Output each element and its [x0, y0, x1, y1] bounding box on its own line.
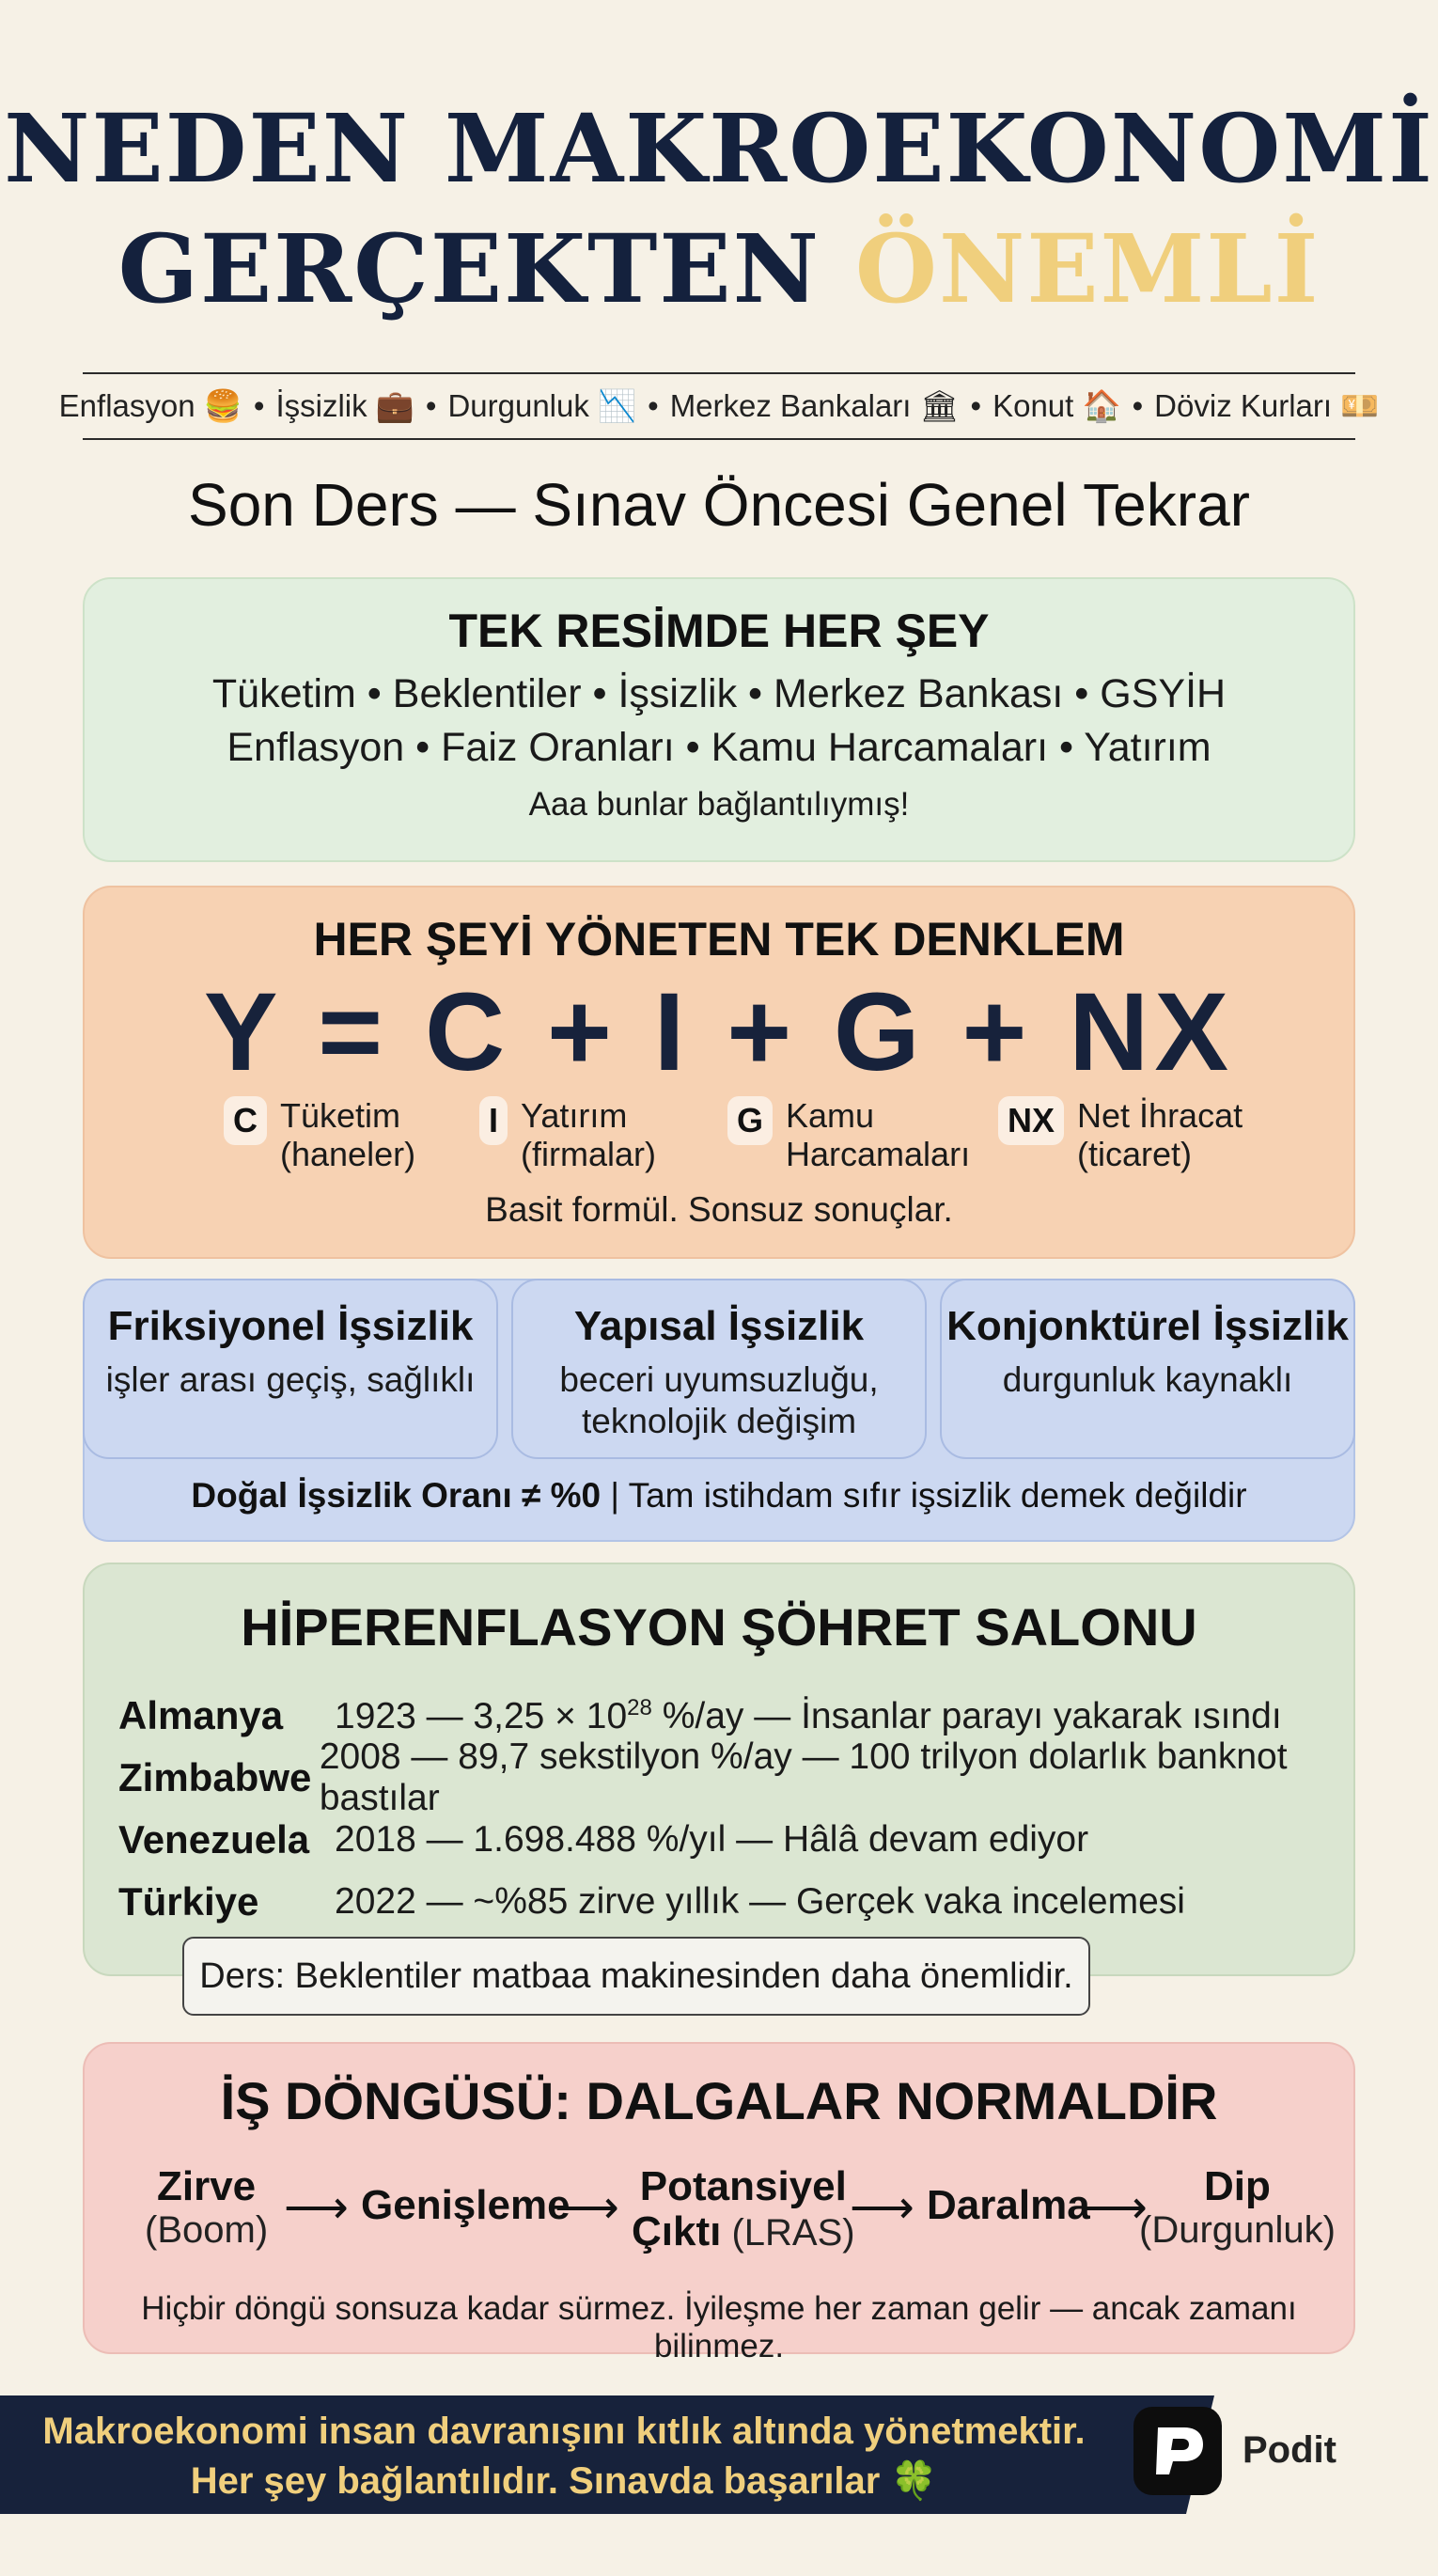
cycle-stage-expansion: Genişleme: [361, 2182, 571, 2228]
title-line-2: [0, 213, 1438, 324]
term-symbol: NX: [998, 1096, 1064, 1145]
equation-card: [83, 886, 1355, 1259]
cycle-stage-trough: Dip (Durgunluk): [1139, 2163, 1336, 2252]
topic-merkez-bankalari: Merkez Bankaları 🏛: [669, 387, 960, 423]
equation-terms: [85, 1096, 1357, 1181]
title-word-dark: GERÇEKTEN: [117, 213, 821, 324]
term-symbol: C: [224, 1096, 267, 1145]
brand-name: Podit: [1243, 2429, 1336, 2471]
topic-konut: Konut 🏠: [993, 387, 1121, 423]
structural-unemployment-box: Yapısal İşsizlik beceri uyumsuzluğu, teknolojik değişim: [511, 1279, 927, 1459]
topic-bar: [58, 372, 1380, 440]
hyperinflation-card: [83, 1563, 1355, 1976]
term-symbol: G: [727, 1096, 773, 1145]
term-symbol: I: [479, 1096, 508, 1145]
business-cycle-note: Hiçbir döngü sonsuza kadar sürmez. İyileşme her zaman gelir — ancak zamanı bilinmez.: [141, 2290, 1297, 2364]
business-cycle-flow: [85, 2164, 1357, 2268]
briefcase-icon: 💼: [375, 387, 414, 423]
topic-separator: •: [970, 388, 982, 423]
term-net-exports: NX Net İhracat (ticaret): [998, 1096, 1243, 1174]
lesson-box: Ders: Beklentiler matbaa makinesinden daha önemlidir.: [182, 1937, 1090, 2016]
cycle-stage-contraction: Daralma: [927, 2182, 1090, 2228]
list-item: Zimbabwe 2008 — 89,7 sekstilyon %/ay — 100 trilyon dolarlık banknot bastılar: [118, 1736, 1288, 1818]
title-word-gold: ÖNEMLİ: [854, 213, 1321, 324]
big-picture-heading: TEK RESİMDE HER ŞEY: [448, 605, 990, 657]
cyclical-unemployment-box: Konjonktürel İşsizlik durgunluk kaynaklı: [940, 1279, 1355, 1459]
arrow-right-icon: ⟶: [555, 2183, 619, 2233]
topic-separator: •: [425, 388, 437, 423]
subtitle: Son Ders — Sınav Öncesi Genel Tekrar: [188, 471, 1250, 539]
topic-doviz-kurlari: Döviz Kurları 💴: [1154, 387, 1380, 423]
clover-icon: 🍀: [890, 2459, 938, 2502]
banknote-icon: 💴: [1340, 387, 1380, 423]
burger-icon: 🍔: [203, 387, 242, 423]
unemployment-section: [83, 1279, 1355, 1542]
gdp-equation: Y = C + I + G + NX: [203, 970, 1235, 1094]
business-cycle-heading: İŞ DÖNGÜSÜ: DALGALAR NORMALDİR: [220, 2071, 1218, 2130]
business-cycle-card: [83, 2042, 1355, 2364]
bank-icon: 🏛: [919, 387, 960, 423]
arrow-right-icon: ⟶: [1083, 2183, 1148, 2233]
big-picture-note: Aaa bunlar bağlantılıymış!: [528, 786, 910, 823]
cycle-stage-potential-output: Potansiyel Çıktı (LRAS): [632, 2163, 855, 2255]
arrow-right-icon: ⟶: [850, 2183, 914, 2233]
title-line-1: NEDEN MAKROEKONOMİ: [4, 93, 1434, 204]
list-item: Türkiye 2022 — ~%85 zirve yıllık — Gerçek vaka incelemesi: [118, 1879, 1185, 1924]
topic-durgunluk: Durgunluk 📉: [447, 387, 637, 423]
big-picture-card: [83, 577, 1355, 862]
footer-banner: [0, 2395, 1438, 2514]
topic-separator: •: [253, 388, 265, 423]
frictional-unemployment-box: Friksiyonel İşsizlik işler arası geçiş, sağlıklı: [83, 1279, 498, 1459]
podit-logo-icon: [1133, 2407, 1222, 2495]
term-consumption: C Tüketim (haneler): [224, 1096, 415, 1174]
hyperinflation-heading: HİPERENFLASYON ŞÖHRET SALONU: [241, 1597, 1197, 1657]
list-item: Venezuela 2018 — 1.698.488 %/yıl — Hâlâ devam ediyor: [118, 1817, 1089, 1861]
equation-heading: HER ŞEYİ YÖNETEN TEK DENKLEM: [313, 913, 1125, 966]
natural-unemployment-note: Doğal İşsizlik Oranı ≠ %0 | Tam istihdam sıfır işsizlik demek değildir: [191, 1476, 1247, 1515]
arrow-right-icon: ⟶: [284, 2183, 349, 2233]
topic-separator: •: [1132, 388, 1144, 423]
list-item: Almanya 1923 — $3,25 \times 10^{28}$ %/ay — İnsanlar parayı yakarak ısındı: [118, 1693, 1282, 1737]
equation-note: Basit formül. Sonsuz sonuçlar.: [485, 1190, 953, 1229]
cycle-stage-peak: Zirve (Boom): [145, 2163, 269, 2252]
term-investment: I Yatırım (firmalar): [479, 1096, 656, 1174]
term-government: G Kamu Harcamaları: [727, 1096, 970, 1174]
topic-issizlik: İşsizlik 💼: [275, 387, 414, 423]
footer-text: Makroekonomi insan davranışını kıtlık altında yönetmektir. Her şey bağlantılıdır. Sınavda başarılar 🍀: [42, 2411, 1086, 2502]
hyperinflation-list: [118, 1685, 1340, 1933]
topic-separator: •: [648, 388, 659, 423]
big-picture-line-1: Tüketim • Beklentiler • İşsizlik • Merkez Bankası • GSYİH: [211, 671, 1227, 716]
house-icon: 🏠: [1082, 387, 1121, 423]
chart-down-icon: 📉: [598, 387, 637, 423]
topic-enflasyon: Enflasyon 🍔: [58, 387, 242, 423]
big-picture-line-2: Enflasyon • Faiz Oranları • Kamu Harcamaları • Yatırım: [227, 725, 1211, 770]
